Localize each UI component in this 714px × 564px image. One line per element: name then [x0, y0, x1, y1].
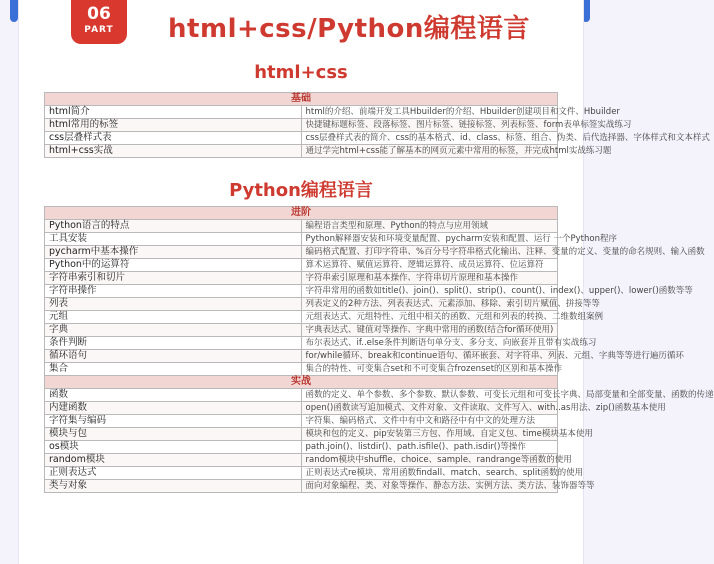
table-row	[45, 454, 558, 467]
description-cell: 通过学完html+css能了解基本的网页元素中常用的标签，并完成html实战练习题	[301, 145, 558, 158]
table-row	[45, 259, 558, 272]
description-cell: random模块中shuffle、choice、sample、randrange等函数的使用	[301, 454, 558, 467]
table-row	[45, 441, 558, 454]
topic-cell: 条件判断	[45, 337, 302, 350]
topic-cell: 字符串索引和切片	[45, 272, 302, 285]
table-row	[45, 285, 558, 298]
table-row	[45, 119, 558, 132]
topic-cell: 字符串操作	[45, 285, 302, 298]
table-row	[45, 480, 558, 493]
content-card	[18, 0, 714, 564]
topic-cell: 字典	[45, 324, 302, 337]
description-cell: 列表定义的2种方法、列表表达式、元素添加、移除、索引切片赋值、拼接等等	[301, 298, 558, 311]
table-row	[45, 428, 558, 441]
table-row	[45, 337, 558, 350]
table-row	[45, 246, 558, 259]
topic-cell: css层叠样式表	[45, 132, 302, 145]
description-cell: 函数的定义、单个参数、多个参数、默认参数、可变长元组和可变长字典、局部变量和全部变量、函数的传递	[301, 389, 558, 402]
topic-cell: html+css实战	[45, 145, 302, 158]
topic-cell: Python语言的特点	[45, 220, 302, 233]
table-row	[45, 233, 558, 246]
topic-cell: 字符集与编码	[45, 415, 302, 428]
section-title-htmlcss: html+css	[254, 62, 348, 83]
description-cell: 正则表达式re模块、常用函数findall、match、search、split函数的使用	[301, 467, 558, 480]
description-cell: open()函数读写追加模式、文件对象、文件读取、文件写入、with..as用法、zip()函数基本使用	[301, 402, 558, 415]
description-cell: 布尔表达式、if..else条件判断语句单分支、多分支、向嵌套并且带有实战练习	[301, 337, 558, 350]
description-cell: 字符串常用的函数如title()、join()、split()、strip()、count()、index()、upper()、lower()函数等等	[301, 285, 558, 298]
table-row	[45, 389, 558, 402]
description-cell: 集合的特性、可变集合set和不可变集合frozenset的区别和基本操作	[301, 363, 558, 376]
topic-cell: 列表	[45, 298, 302, 311]
table-row	[45, 324, 558, 337]
part-number: 06	[87, 4, 111, 24]
part-label: PART	[84, 25, 114, 35]
table-row	[45, 402, 558, 415]
topic-cell: 集合	[45, 363, 302, 376]
description-cell: 算术运算符、赋值运算符、逻辑运算符、成员运算符、位运算符	[301, 259, 558, 272]
table-row	[45, 132, 558, 145]
topic-cell: 内建函数	[45, 402, 302, 415]
topic-cell: 正则表达式	[45, 467, 302, 480]
topic-cell: os模块	[45, 441, 302, 454]
table-row	[45, 272, 558, 285]
topic-cell: 函数	[45, 389, 302, 402]
topic-cell: html常用的标签	[45, 119, 302, 132]
description-cell: 编程语言类型和原理、Python的特点与应用领域	[301, 220, 558, 233]
description-cell: for/while循环、break和continue语句、循环嵌套、对字符串、列表、元组、字典等等进行遍历循环	[301, 350, 558, 363]
description-cell: css层叠样式表的简介、css的基本格式、id、class、标签、组合、伪类、后代选择器、字体样式和文本样式	[301, 132, 558, 145]
topic-cell: Python中的运算符	[45, 259, 302, 272]
description-cell: 字典表达式、键值对等操作、字典中常用的函数(结合for循环使用)	[301, 324, 558, 337]
description-cell: 字符集、编码格式、文件中有中文和路径中有中文的处理方法	[301, 415, 558, 428]
topic-cell: 类与对象	[45, 480, 302, 493]
description-cell: 元组表达式、元组特性、元组中相关的函数、元组和列表的转换、二维数组案例	[301, 311, 558, 324]
part-badge	[71, 0, 127, 44]
group-header: 进阶	[45, 207, 558, 220]
group-header-basic: 基础	[45, 93, 558, 106]
description-cell: path.join()、listdir()、path.isfile()、path.isdir()等操作	[301, 441, 558, 454]
topic-cell: 模块与包	[45, 428, 302, 441]
description-cell: 模块和包的定义、pip安装第三方包、作用域、自定义包、time模块基本使用	[301, 428, 558, 441]
table-row	[45, 145, 558, 158]
group-header: 实战	[45, 376, 558, 389]
table-row	[45, 106, 558, 119]
table-htmlcss	[44, 92, 710, 158]
table-row	[45, 298, 558, 311]
topic-cell: pycharm中基本操作	[45, 246, 302, 259]
description-cell: Python解释器安装和环境变量配置、pycharm安装和配置、运行 一个Python程序	[301, 233, 558, 246]
description-cell: 字符串索引原理和基本操作、字符串切片原理和基本操作	[301, 272, 558, 285]
description-cell: 面向对象编程、类、对象等操作、静态方法、实例方法、类方法、装饰器等等	[301, 480, 558, 493]
description-cell: 编码格式配置、打印字符串、%百分号字符串格式化输出、注释、变量的定义、变量的命名规则、输入函数	[301, 246, 558, 259]
topic-cell: random模块	[45, 454, 302, 467]
table-python	[44, 206, 714, 493]
table-row	[45, 415, 558, 428]
topic-cell: html简介	[45, 106, 302, 119]
topic-cell: 元组	[45, 311, 302, 324]
table-row	[45, 311, 558, 324]
description-cell: 快捷键标题标签、段落标签、图片标签、链接标签、列表标签、form表单标签实战练习	[301, 119, 558, 132]
left-tab-marker	[10, 0, 18, 22]
topic-cell: 循环语句	[45, 350, 302, 363]
topic-cell: 工具安装	[45, 233, 302, 246]
table-row	[45, 220, 558, 233]
table-row	[45, 350, 558, 363]
description-cell: html的介绍、前端开发工具Hbuilder的介绍、Hbuilder创建项目和文件、Hbuilder	[301, 106, 558, 119]
section-title-python: Python编程语言	[229, 180, 373, 201]
table-row	[45, 363, 558, 376]
table-row	[45, 467, 558, 480]
page-title: html+css/Python编程语言	[168, 14, 530, 44]
